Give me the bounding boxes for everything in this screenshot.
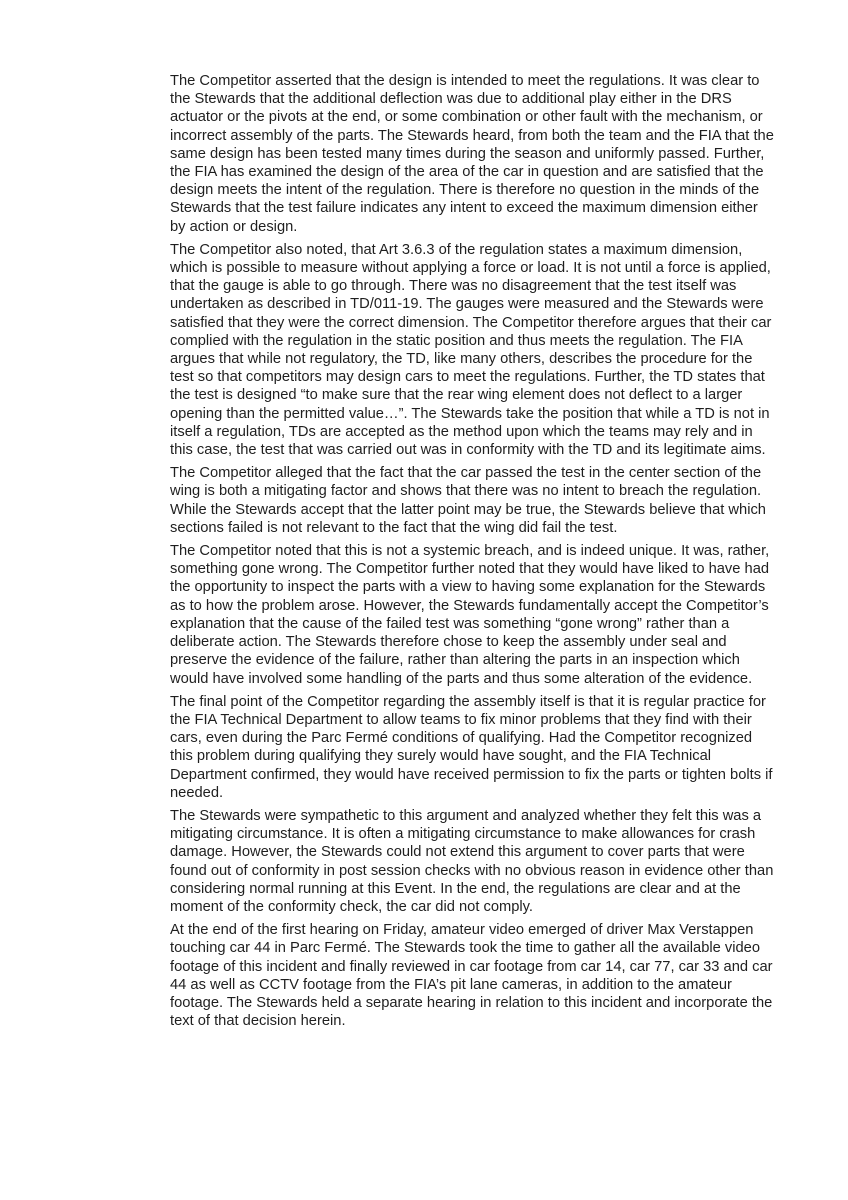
paragraph-final-point: The final point of the Competitor regarding the assembly itself is that it is regular practice for the FIA Technical Department to allow teams to fix minor problems that they find with their cars, even during the Parc Fermé conditions of qualifying. Had the Competitor recognized this problem during qualifying they surely would have sought, and the FIA Technical Department confirmed, they would have received permission to fix the parts or tighten bolts if needed. bbox=[170, 693, 773, 801]
paragraph-design-intent: The Competitor asserted that the design is intended to meet the regulations. It was clear to the Stewards that the additional deflection was due to additional play either in the DRS actuator or the pivots at the end, or some combination or other fault with the mechanism, or incorrect assembly of the parts. The Stewards heard, from both the team and the FIA that the same design has been tested many times during the season and uniformly passed. Further, the FIA has examined the design of the area of the car in question and are satisfied that the design meets the intent of the regulation. There is therefore no question in the minds of the Stewards that the test failure indicates any intent to exceed the maximum dimension either by action or design. bbox=[170, 73, 774, 235]
paragraph-amateur-video: At the end of the first hearing on Friday, amateur video emerged of driver Max Verstappen touching car 44 in Parc Fermé. The Stewards took the time to gather all the available video footage of this incident and finally reviewed in car footage from car 14, car 77, car 33 and car 44 as well as CCTV footage from the FIA’s pit lane cameras, in addition to the amateur footage. The Stewards held a separate hearing in relation to this incident and incorporate the text of that decision herein. bbox=[170, 922, 773, 1030]
paragraph-center-section: The Competitor alleged that the fact that the car passed the test in the center section of the wing is both a mitigating factor and shows that there was no intent to breach the regulation. While the Stewards accept that the latter point may be true, the Stewards believe that which sections failed is not relevant to the fact that the wing did fail the test. bbox=[170, 465, 766, 536]
paragraph-art-363: The Competitor also noted, that Art 3.6.3 of the regulation states a maximum dimension, which is possible to measure without applying a force or load. It is not until a force is applied, that the gauge is able to go through. There was no disagreement that the test itself was undertaken as described in TD/011-19. The gauges were measured and the Stewards were satisfied that they were the correct dimension. The Competitor therefore argues that their car complied with the regulation in the static position and thus meets the regulation. The FIA argues that while not regulatory, the TD, like many others, describes the procedure for the test so that competitors may design cars to meet the regulations. Further, the TD states that the test is designed “to make sure that the rear wing element does not deflect to a larger opening than the permitted value…”. The Stewards take the position that while a TD is not in itself a regulation, TDs are accepted as the method upon which the teams may rely and in this case, the test that was carried out was in conformity with the TD and its legitimate aims. bbox=[170, 241, 772, 459]
document-body bbox=[170, 72, 776, 1035]
paragraph-sympathetic: The Stewards were sympathetic to this argument and analyzed whether they felt this was a mitigating circumstance. It is often a mitigating circumstance to make allowances for crash damage. However, the Stewards could not extend this argument to cover parts that were found out of conformity in post session checks with no obvious reason in evidence other than considering normal running at this Event. In the end, the regulations are clear and at the moment of the conformity check, the car did not comply. bbox=[170, 807, 774, 915]
paragraph-not-systemic: The Competitor noted that this is not a systemic breach, and is indeed unique. It was, rather, something gone wrong. The Competitor further noted that they would have liked to have had the opportunity to inspect the parts with a view to having some explanation for the Stewards as to how the problem arose. However, the Stewards fundamentally accept the Competitor’s explanation that the cause of the failed test was something “gone wrong” rather than a deliberate action. The Stewards therefore chose to keep the assembly under seal and preserve the evidence of the failure, rather than altering the parts in an inspection which would have involved some handling of the parts and thus some alteration of the evidence. bbox=[170, 543, 770, 687]
